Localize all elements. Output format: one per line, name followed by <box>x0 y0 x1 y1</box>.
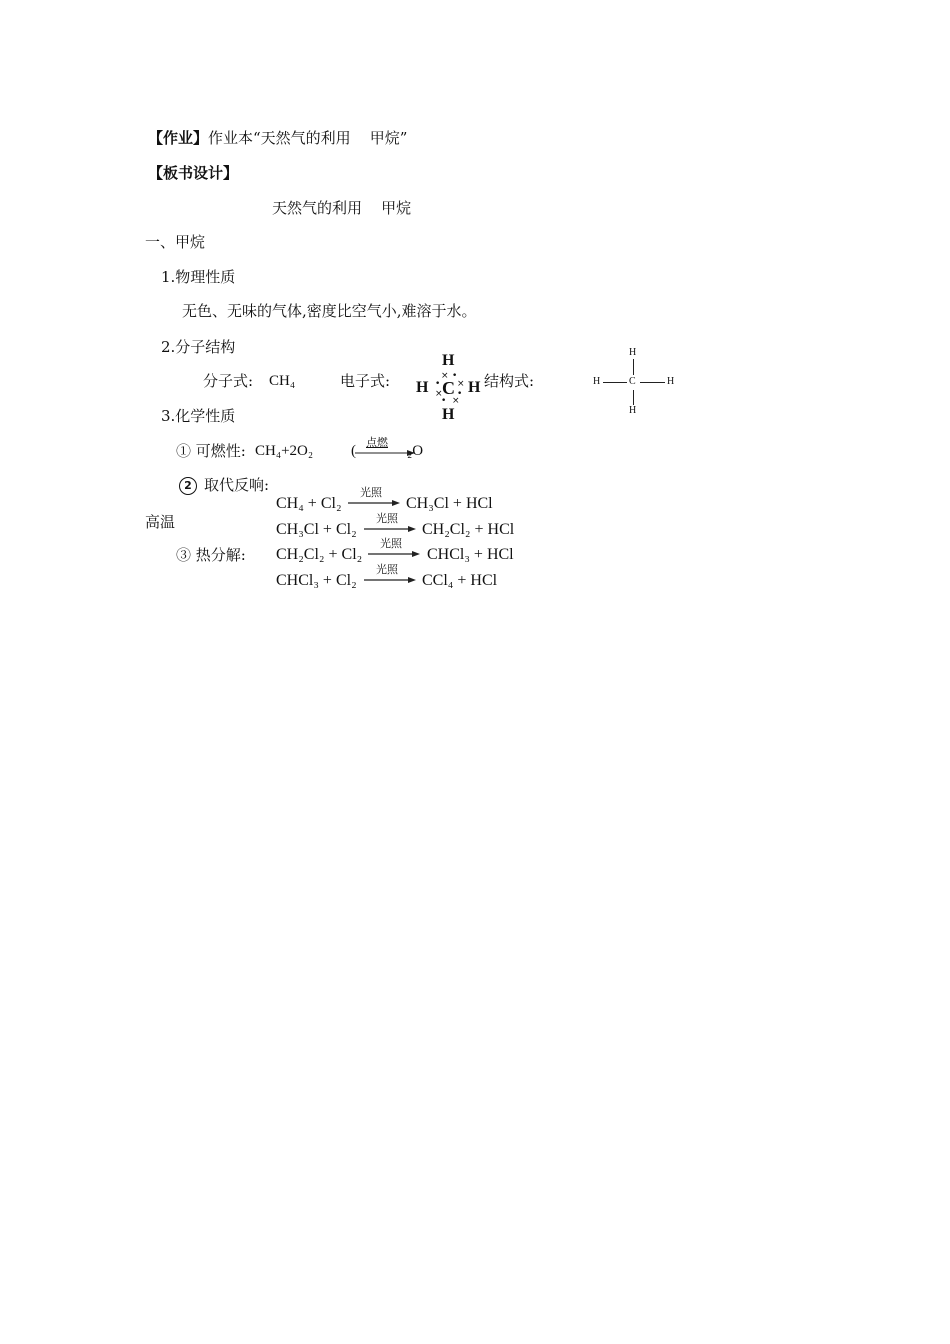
board-design-tag: 【板书设计】 <box>148 164 239 182</box>
reaction-arrow <box>364 575 416 585</box>
electron-h-right: H <box>468 379 481 396</box>
homework-tag: 【作业】 <box>148 129 209 147</box>
physical-text: 无色、无味的气体,密度比空气小,难溶于水。 <box>182 302 477 320</box>
bond-right <box>640 382 665 383</box>
high-temp-label: 高温 <box>145 513 176 531</box>
structure-heading: 2.分子结构 <box>161 338 236 356</box>
reaction-right: CCl₄ + HCl <box>422 572 498 589</box>
section-heading: 一、甲烷 <box>145 233 206 251</box>
electron-cross: × <box>452 396 460 406</box>
combustion-products-left: ( <box>351 443 356 459</box>
electron-cross: × <box>441 371 449 381</box>
struct-h-left: H <box>593 376 601 387</box>
electron-h-top: H <box>442 352 455 369</box>
electron-dot: • <box>457 389 463 399</box>
reaction-arrow <box>368 549 420 559</box>
reaction-condition: 光照 <box>376 563 398 576</box>
structural-formula <box>588 344 680 420</box>
bond-top <box>633 359 634 375</box>
combustion-arrow <box>355 448 415 458</box>
combustion-reactants: CH₄+2O₂ <box>255 443 314 459</box>
struct-h-bottom: H <box>629 405 637 416</box>
molecular-formula: CH₄ <box>269 373 296 389</box>
reaction-arrow <box>364 524 416 534</box>
formula-label: 分子式: <box>203 372 254 390</box>
electron-dot: • <box>435 379 441 389</box>
homework-line <box>148 128 407 148</box>
electron-h-bottom: H <box>442 406 455 423</box>
reaction-left: CH₃Cl + Cl₂ <box>276 521 357 538</box>
combustion-label: ① 可燃性: <box>176 442 246 460</box>
reaction-right: CH₃Cl + HCl <box>406 495 493 512</box>
reaction-right: CH₂Cl₂ + HCl <box>422 521 515 538</box>
electron-dot: • <box>441 396 447 406</box>
reaction-condition: 光照 <box>380 537 402 550</box>
bond-bottom <box>633 390 634 405</box>
physical-heading: 1.物理性质 <box>161 268 236 286</box>
decomposition-label: ③ 热分解: <box>176 546 246 564</box>
homework-text: 作业本“天然气的利用 甲烷” <box>208 129 408 147</box>
reaction-condition: 光照 <box>360 486 382 499</box>
bond-left <box>603 382 627 383</box>
reaction-condition: 光照 <box>376 512 398 525</box>
structural-label: 结构式: <box>484 372 535 390</box>
electron-h-left: H <box>416 379 429 396</box>
reaction-arrow <box>348 498 400 508</box>
substitution-label: 取代反响: <box>204 476 270 494</box>
electron-cross: × <box>457 379 465 389</box>
reaction-left: CH₄ + Cl₂ <box>276 495 342 512</box>
chemical-heading: 3.化学性质 <box>161 407 236 425</box>
electron-c: C <box>442 378 455 398</box>
electron-dot-formula <box>412 352 484 424</box>
circled-number-text: 2 <box>184 479 192 492</box>
struct-c: C <box>629 376 636 387</box>
board-title: 天然气的利用 甲烷 <box>272 199 412 217</box>
reaction-left: CHCl₃ + Cl₂ <box>276 572 357 589</box>
circled-number-2 <box>179 477 197 495</box>
electron-cross: × <box>435 389 443 399</box>
struct-h-top: H <box>629 347 637 358</box>
electron-label: 电子式: <box>340 372 391 390</box>
struct-h-right: H <box>667 376 675 387</box>
reaction-right: CHCl₃ + HCl <box>427 546 514 563</box>
reaction-left: CH₂Cl₂ + Cl₂ <box>276 546 363 563</box>
combustion-products-right: ₂O <box>407 443 424 459</box>
electron-dot: • <box>452 371 458 381</box>
combustion-condition: 点燃 <box>366 436 388 449</box>
